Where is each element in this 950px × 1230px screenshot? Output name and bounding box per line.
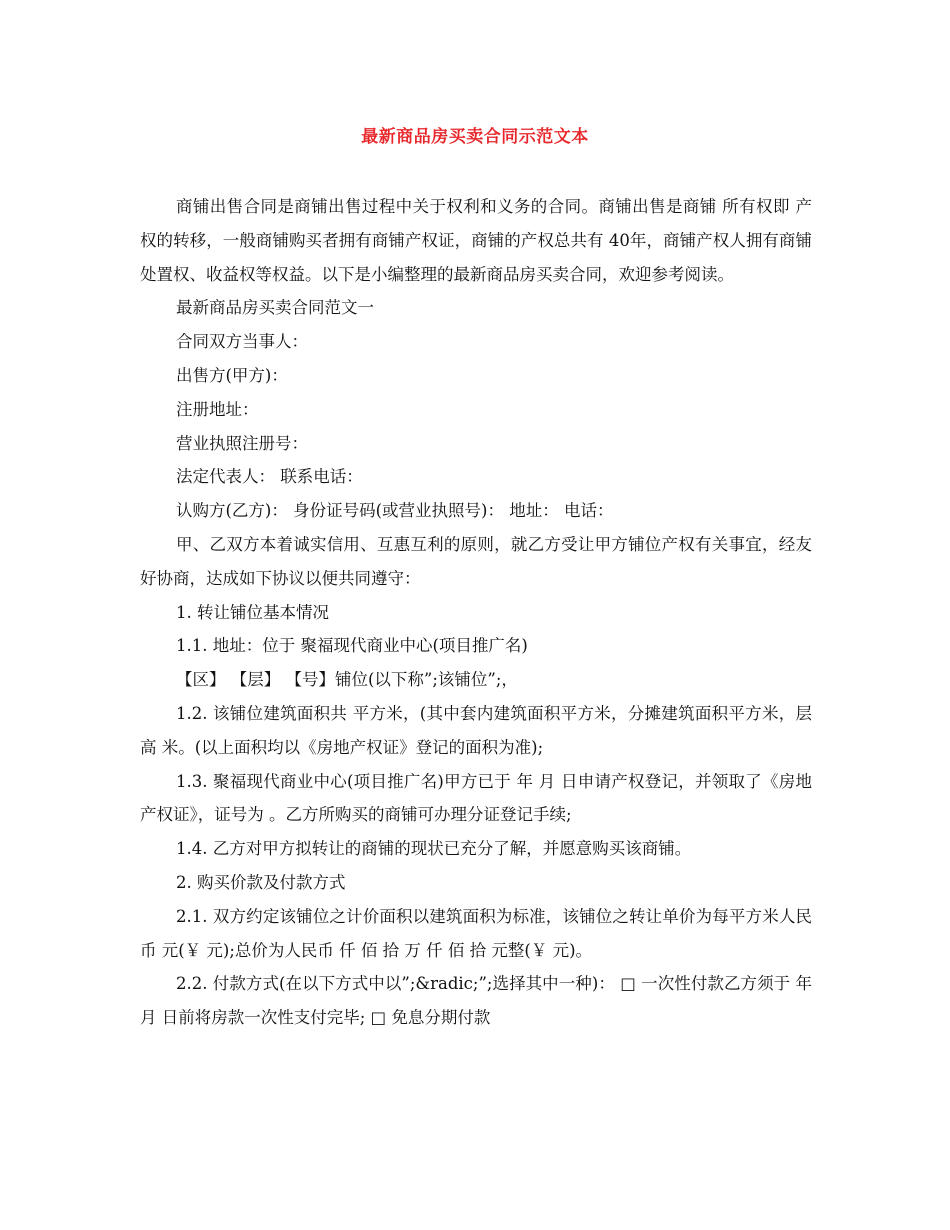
buyer-label: 认购方(乙方)： 身份证号码(或营业执照号)： 地址： 电话： <box>176 501 614 521</box>
clause-2-1: 2.1. 双方约定该铺位之计价面积以建筑面积为标准，该铺位之转让单价为每平方米人民币 元(￥ 元);总价为人民币 仟 佰 拾 万 仟 佰 拾 元整(￥ 元)。 <box>140 906 812 960</box>
clause-2-2: 2.2. 付款方式(在以下方式中以”;&radic;”;选择其中一种)： □ 一次性付款乙方须于 年 月 日前将房款一次性支付完毕; □ 免息分期付款 <box>140 974 812 1028</box>
clause-1-1-unit: 【区】 【层】 【号】铺位(以下称”;该铺位”;， <box>176 670 518 690</box>
clause-1-1: 1.1. 地址：位于 聚福现代商业中心(项目推广名) <box>176 636 528 656</box>
agreement-preamble: 甲、乙双方本着诚实信用、互惠互利的原则，就乙方受让甲方铺位产权有关事宜，经友好协商，达成如下协议以便共同遵守： <box>140 534 812 588</box>
clause-1-heading: 1. 转让铺位基本情况 <box>176 602 329 622</box>
parties-label: 合同双方当事人： <box>176 332 308 352</box>
document-title: 最新商品房买卖合同示范文本 <box>361 127 589 147</box>
clause-2-heading: 2. 购买价款及付款方式 <box>176 872 346 892</box>
seller-label: 出售方(甲方)： <box>176 365 288 385</box>
registered-address-label: 注册地址： <box>176 399 259 419</box>
business-license-label: 营业执照注册号： <box>176 433 308 453</box>
clause-1-4: 1.4. 乙方对甲方拟转让的商铺的现状已充分了解，并愿意购买该商铺。 <box>176 839 692 859</box>
document-body <box>140 190 812 1035</box>
clause-1-2: 1.2. 该铺位建筑面积共 平方米，(其中套内建筑面积平方米，分摊建筑面积平方米，层高 米。(以上面积均以《房地产权证》登记的面积为准); <box>140 703 812 757</box>
intro-paragraph: 商铺出售合同是商铺出售过程中关于权利和义务的合同。商铺出售是商铺 所有权即 产权的转移，一般商铺购买者拥有商铺产权证，商铺的产权总共有 40年，商铺产权人拥有商铺处置权、收益权等权益。以下是小编整理的最新商品房买卖合同，欢迎参考阅读。 <box>140 197 812 284</box>
clause-1-3: 1.3. 聚福现代商业中心(项目推广名)甲方已于 年 月 日申请产权登记，并领取了《房地产权证》，证号为 。乙方所购买的商铺可办理分证登记手续; <box>140 771 812 825</box>
section-heading: 最新商品房买卖合同范文一 <box>176 298 374 318</box>
legal-rep-label: 法定代表人： 联系电话： <box>176 467 363 487</box>
